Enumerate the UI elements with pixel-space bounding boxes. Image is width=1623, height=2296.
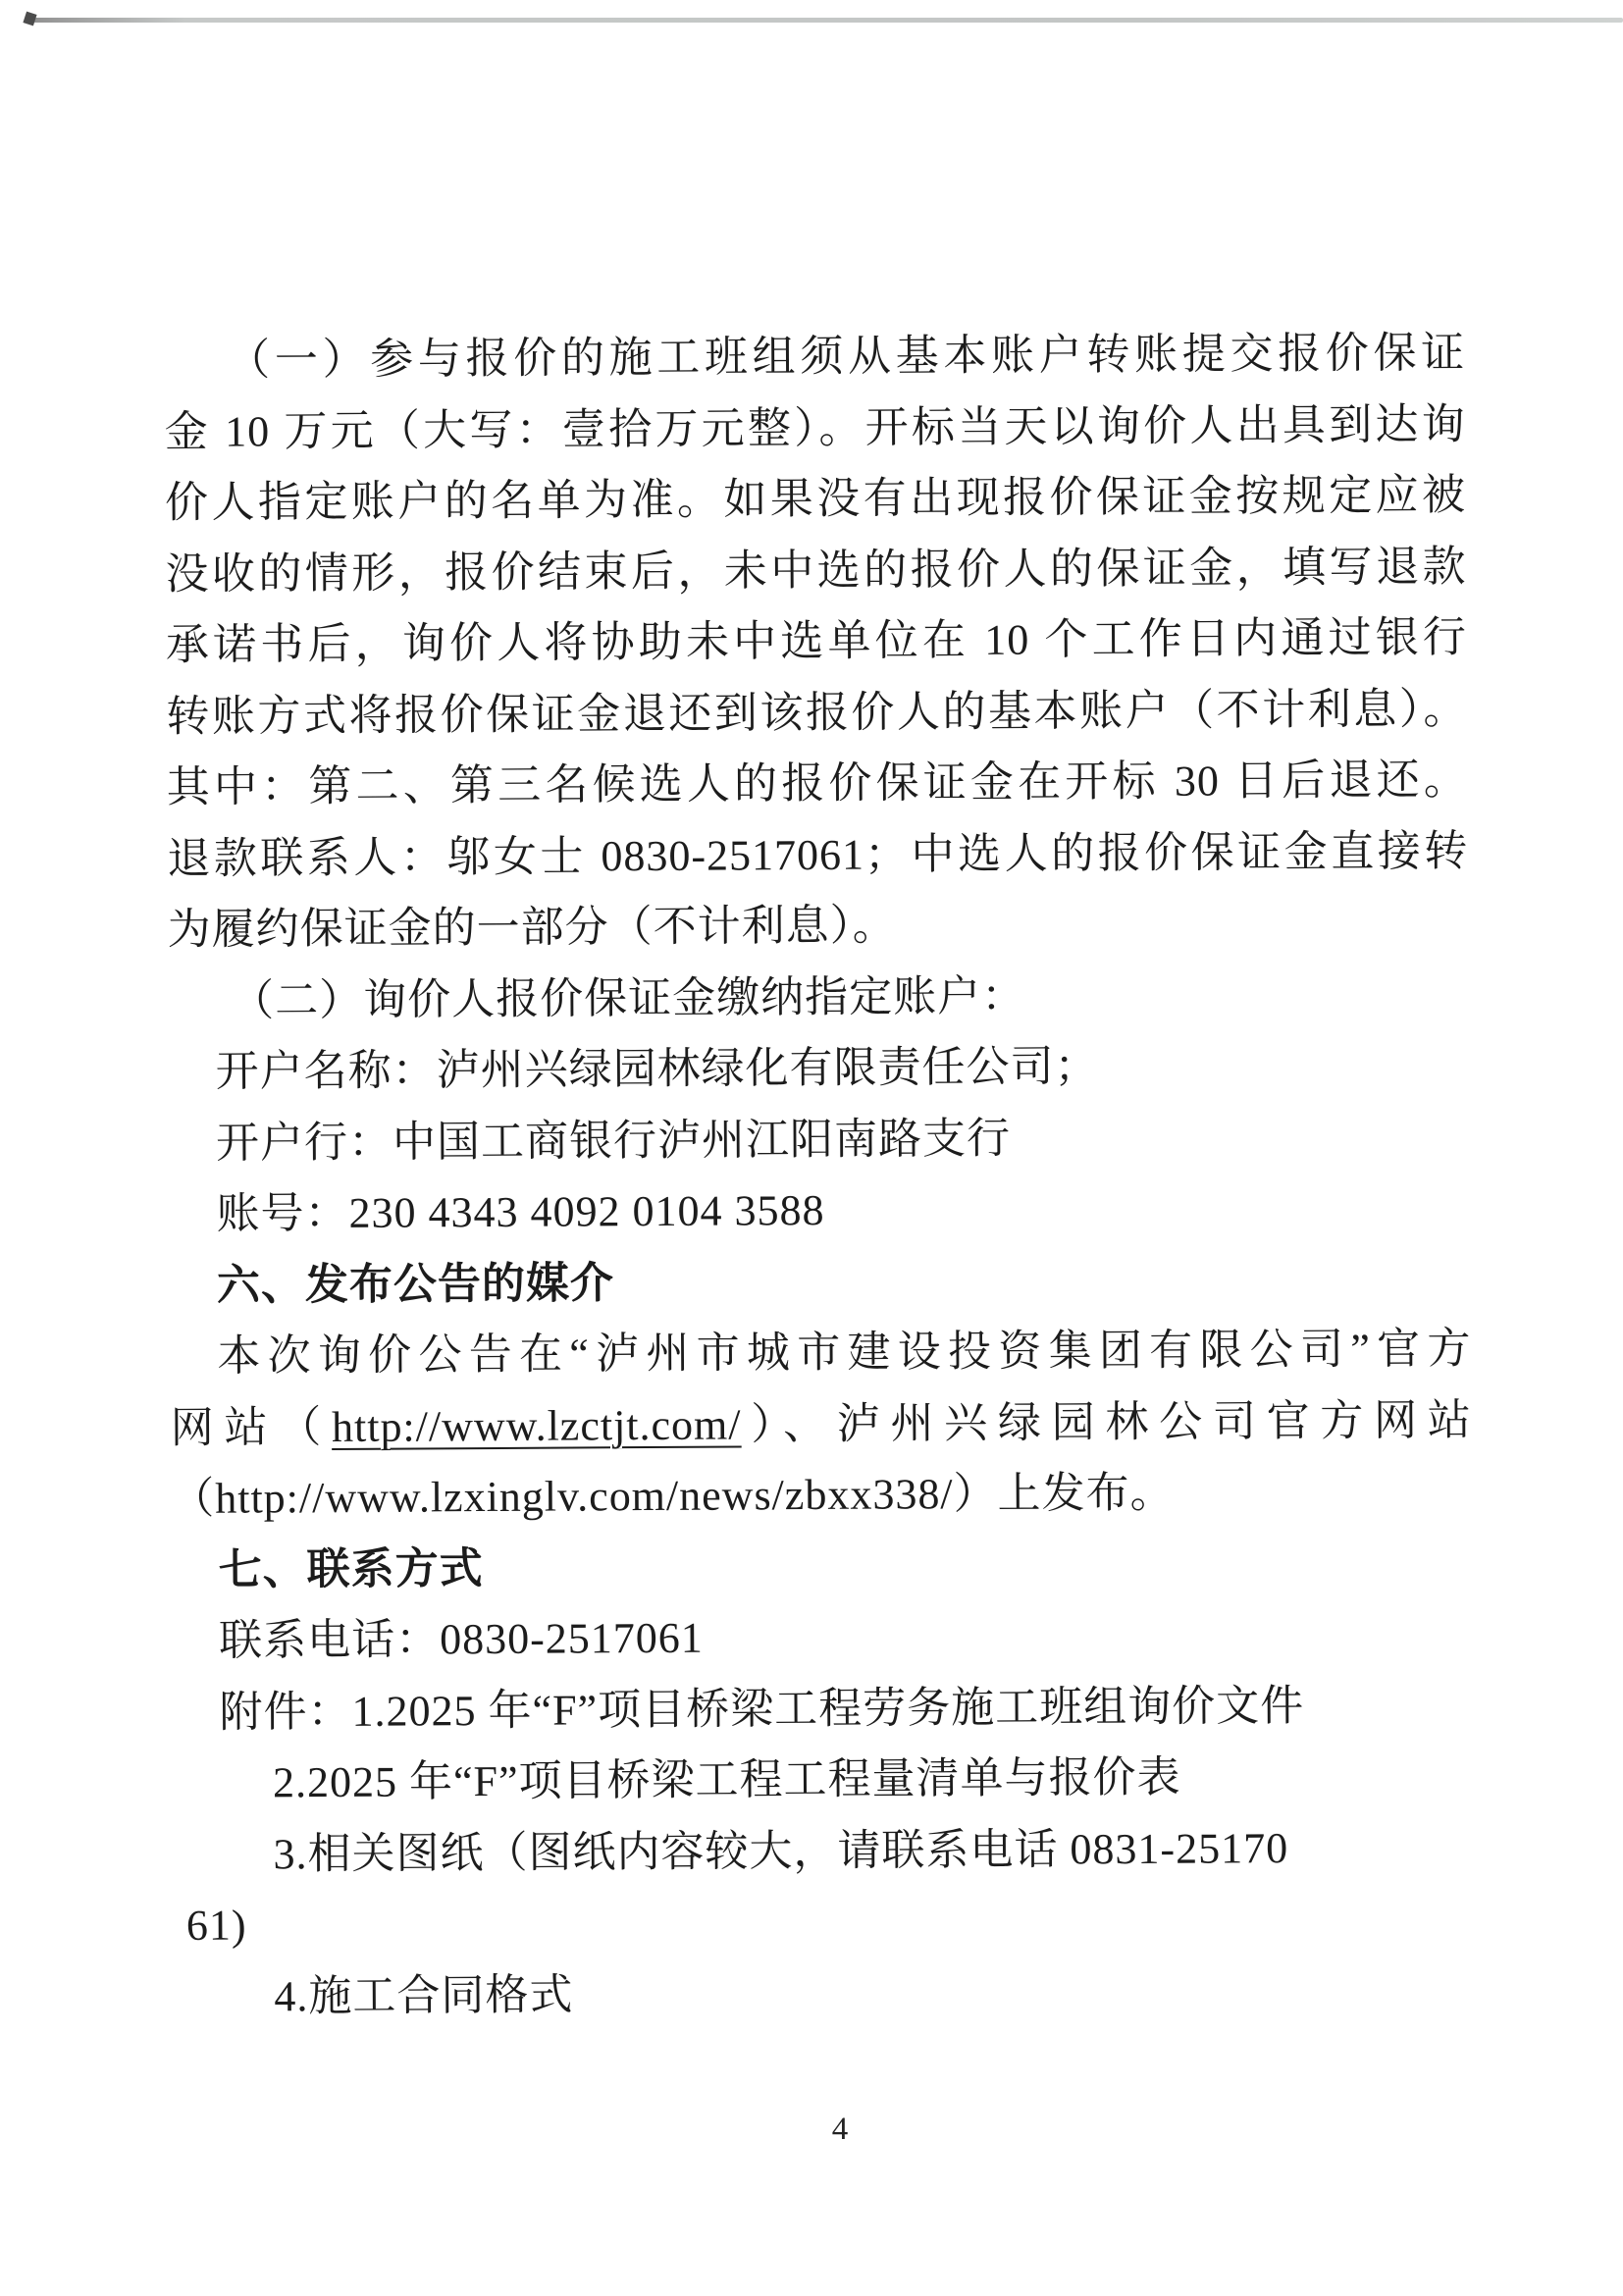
doc-line-16-suffix: ）、泸州兴绿园林公司官方网站 [741,1395,1472,1448]
doc-line-1: （一）参与报价的施工班组须从基本账户转账提交报价保证 [227,328,1466,385]
doc-line-3: 价人指定账户的名单为准。如果没有出现报价保证金按规定应被 [164,470,1467,528]
doc-line-10: （二）询价人报价保证金缴纳指定账户： [231,971,1026,1025]
doc-line-4: 没收的情形，报价结束后，未中选的报价人的保证金，填写退款 [165,542,1467,599]
doc-line-8: 退款联系人：邬女士 0830-2517061；中选人的报价保证金直接转 [167,826,1469,883]
contact-phone-line: 联系电话：0830-2517061 [219,1613,704,1665]
attachment-4-line: 4.施工合同格式 [274,1970,574,2020]
lzxinglv-url-line: （http://www.lzxinglv.com/news/zbxx338/）上发布。 [171,1468,1175,1523]
attachment-3-cont-line: 61) [185,1901,247,1950]
account-number-line: 账号：230 4343 4092 0104 3588 [216,1185,825,1238]
section-heading-contact: 七、联系方式 [218,1543,484,1594]
section-heading-media: 六、发布公告的媒介 [216,1258,615,1310]
account-name-line: 开户名称：泸州兴绿园林绿化有限责任公司； [215,1042,1099,1096]
attachment-3-line: 3.相关图纸（图纸内容较大，请联系电话 0831-25170 [273,1823,1289,1878]
doc-line-6: 转账方式将报价保证金退还到该报价人的基本账户（不计利息）。 [166,684,1468,741]
doc-line-16 [171,1384,1472,1464]
doc-line-15: 本次询价公告在“泸州市城市建设投资集团有限公司”官方 [217,1324,1472,1381]
page-number: 4 [831,2112,849,2147]
attachment-1-line: 附件：1.2025 年“F”项目桥梁工程劳务施工班组询价文件 [219,1681,1305,1737]
doc-line-16-prefix: 网站（ [170,1402,333,1452]
doc-line-5: 承诺书后，询价人将协助未中选单位在 10 个工作日内通过银行 [165,612,1468,670]
doc-line-2: 金 10 万元（大写：壹拾万元整）。开标当天以询价人出具到达询 [164,399,1466,456]
doc-line-7: 其中：第二、第三名候选人的报价保证金在开标 30 日后退还。 [166,755,1468,812]
bank-branch-line: 开户行：中国工商银行泸州江阳南路支行 [215,1114,1012,1168]
doc-line-9: 为履约保证金的一部分（不计利息）。 [167,901,897,955]
lzctjt-url: http://www.lzctjt.com/ [331,1399,742,1451]
attachment-2-line: 2.2025 年“F”项目桥梁工程工程量清单与报价表 [272,1752,1181,1807]
